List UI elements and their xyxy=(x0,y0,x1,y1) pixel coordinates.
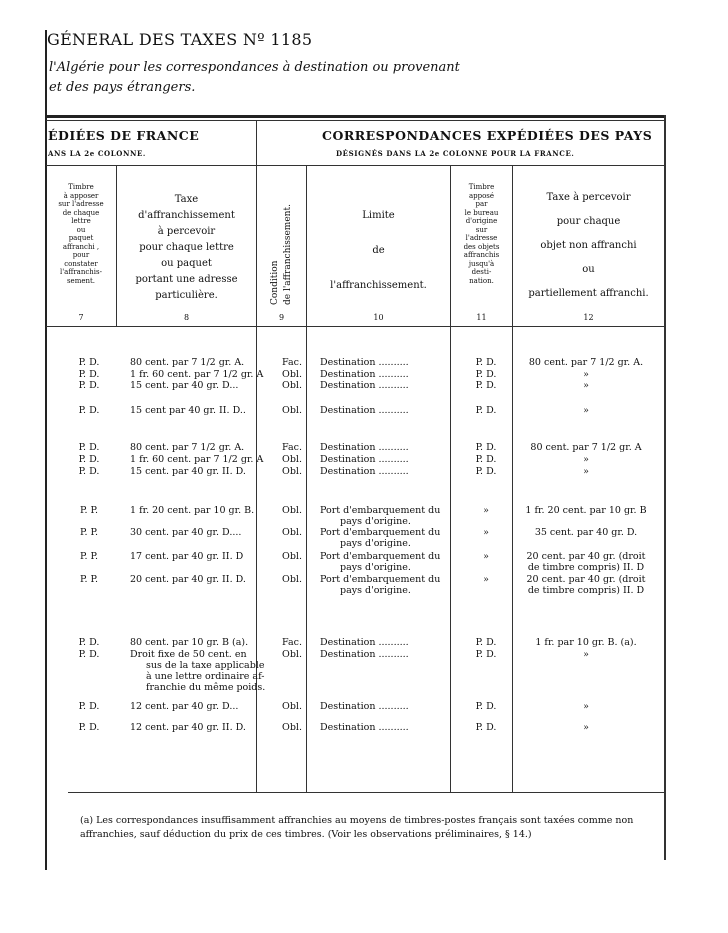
row-9-c9: Obl. xyxy=(282,527,302,538)
row-7-c11: P. D. xyxy=(475,466,497,477)
row-4-c10: Destination .......... xyxy=(320,405,409,416)
section-separator xyxy=(256,120,257,165)
section-right-subtitle: DÉSIGNÉS DANS LA 2e COLONNE POUR LA FRANCE. xyxy=(336,149,575,158)
row-6-c7: P. D. xyxy=(78,454,100,465)
col-8-9-divider xyxy=(256,165,257,792)
row-3-c8: 15 cent. par 40 gr. D... xyxy=(130,380,239,391)
row-12-c11: P. D. xyxy=(475,637,497,648)
row-11-c10: Port d'embarquement du xyxy=(320,574,441,585)
row-7-c8: 15 cent. par 40 gr. II. D. xyxy=(130,466,246,477)
column-9-header-line2: de l'affranchissement. xyxy=(283,204,293,305)
row-11-c12b: de timbre compris) II. D xyxy=(527,585,645,596)
column-number-10: 10 xyxy=(373,313,384,322)
row-3-c9: Obl. xyxy=(282,380,302,391)
row-11-c7: P. P. xyxy=(80,574,98,585)
row-13-c10: Destination .......... xyxy=(320,649,409,660)
row-14-c12: » xyxy=(583,701,589,712)
row-6-c11: P. D. xyxy=(475,454,497,465)
row-2-c12: » xyxy=(583,369,589,380)
row-6-c12: » xyxy=(583,454,589,465)
row-1-c12: 80 cent. par 7 1/2 gr. A. xyxy=(528,357,644,368)
column-8-header: Taxe d'affranchissement à percevoir pour chaque lettre ou paquet portant une adresse particulière. xyxy=(135,194,238,301)
row-4-c9: Obl. xyxy=(282,405,302,416)
row-14-c7: P. D. xyxy=(78,701,100,712)
row-13-c9: Obl. xyxy=(282,649,302,660)
column-number-11: 11 xyxy=(476,313,487,322)
row-15-c12: » xyxy=(583,722,589,733)
row-8-c12: 1 fr. 20 cent. par 10 gr. B xyxy=(525,505,647,516)
row-7-c12: » xyxy=(583,466,589,477)
page-title: GÉNERAL DES TAXES Nº 1185 xyxy=(47,30,313,49)
row-10-c9: Obl. xyxy=(282,551,302,562)
page-subtitle-line2: et des pays étrangers. xyxy=(49,80,196,95)
column-header-divider xyxy=(46,326,666,327)
row-4-c11: P. D. xyxy=(475,405,497,416)
section-header-divider xyxy=(46,165,666,166)
row-4-c7: P. D. xyxy=(78,405,100,416)
row-7-c10: Destination .......... xyxy=(320,466,409,477)
row-6-c8: 1 fr. 60 cent. par 7 1/2 gr. A xyxy=(130,454,264,465)
column-10-header: Limite de l'affranchissement. xyxy=(330,210,427,291)
row-8-c7: P. P. xyxy=(80,505,98,516)
row-4-c8: 15 cent par 40 gr. II. D.. xyxy=(130,405,246,416)
row-10-c10b: pays d'origine. xyxy=(340,562,411,573)
row-11-c11: » xyxy=(483,574,489,585)
row-10-c7: P. P. xyxy=(80,551,98,562)
row-6-c9: Obl. xyxy=(282,454,302,465)
row-10-c8: 17 cent. par 40 gr. II. D xyxy=(130,551,244,562)
row-12-c8: 80 cent. par 10 gr. B (a). xyxy=(130,637,249,648)
footnote-line2: affranchies, sauf déduction du prix de ces timbres. (Voir les observations préliminaires, § 14.) xyxy=(80,829,532,840)
row-7-c9: Obl. xyxy=(282,466,302,477)
row-8-c10b: pays d'origine. xyxy=(340,516,411,527)
row-10-c12: 20 cent. par 40 gr. (droit xyxy=(526,551,646,562)
row-8-c11: » xyxy=(483,505,489,516)
row-3-c7: P. D. xyxy=(78,380,100,391)
column-number-9: 9 xyxy=(278,313,285,322)
row-1-c9: Fac. xyxy=(282,357,302,368)
row-14-c10: Destination .......... xyxy=(320,701,409,712)
section-right-title: CORRESPONDANCES EXPÉDIÉES DES PAYS xyxy=(322,128,653,143)
row-13-c11: P. D. xyxy=(475,649,497,660)
row-12-c10: Destination .......... xyxy=(320,637,409,648)
row-4-c12: » xyxy=(583,405,589,416)
row-11-c8: 20 cent. par 40 gr. II. D. xyxy=(130,574,246,585)
row-13-c8: Droit fixe de 50 cent. en xyxy=(130,649,247,660)
row-9-c7: P. P. xyxy=(80,527,98,538)
row-12-c12: 1 fr. par 10 gr. B. (a). xyxy=(535,637,637,648)
row-5-c12: 80 cent. par 7 1/2 gr. A xyxy=(530,442,642,453)
row-15-c10: Destination .......... xyxy=(320,722,409,733)
row-3-c11: P. D. xyxy=(475,380,497,391)
row-13-c7: P. D. xyxy=(78,649,100,660)
row-8-c8: 1 fr. 20 cent. par 10 gr. B. xyxy=(130,505,255,516)
row-1-c11: P. D. xyxy=(475,357,497,368)
row-6-c10: Destination .......... xyxy=(320,454,409,465)
row-9-c12: 35 cent. par 40 gr. D. xyxy=(534,527,638,538)
section-left-title: ÉDIÉES DE FRANCE xyxy=(48,128,200,143)
column-number-7: 7 xyxy=(78,313,84,322)
left-margin-rule xyxy=(45,30,47,870)
row-2-c9: Obl. xyxy=(282,369,302,380)
row-2-c8: 1 fr. 60 cent. par 7 1/2 gr. A xyxy=(130,369,264,380)
row-1-c7: P. D. xyxy=(78,357,100,368)
row-14-c8: 12 cent. par 40 gr. D... xyxy=(130,701,239,712)
column-11-header: Timbre apposé par le bureau d'origine sur l'adresse des objets affranchis jusqu'à desti- nation. xyxy=(463,183,500,285)
row-5-c10: Destination .......... xyxy=(320,442,409,453)
row-5-c9: Fac. xyxy=(282,442,302,453)
row-14-c9: Obl. xyxy=(282,701,302,712)
row-9-c8: 30 cent. par 40 gr. D.... xyxy=(130,527,242,538)
row-10-c11: » xyxy=(483,551,489,562)
row-13-c12: » xyxy=(583,649,589,660)
column-number-8: 8 xyxy=(183,313,190,322)
row-13-c8b: sus de la taxe applicable xyxy=(146,660,265,671)
row-9-c10b: pays d'origine. xyxy=(340,538,411,549)
row-9-c11: » xyxy=(483,527,489,538)
row-13-c8c: à une lettre ordinaire af- xyxy=(146,671,265,682)
row-1-c8: 80 cent. par 7 1/2 gr. A. xyxy=(130,357,245,368)
row-10-c12b: de timbre compris) II. D xyxy=(527,562,645,573)
row-1-c10: Destination .......... xyxy=(320,357,409,368)
row-12-c7: P. D. xyxy=(78,637,100,648)
row-3-c10: Destination .......... xyxy=(320,380,409,391)
row-11-c9: Obl. xyxy=(282,574,302,585)
row-8-c10: Port d'embarquement du xyxy=(320,505,441,516)
row-15-c9: Obl. xyxy=(282,722,302,733)
row-3-c12: » xyxy=(583,380,589,391)
page-subtitle-line1: l'Algérie pour les correspondances à destination ou provenant xyxy=(49,60,460,75)
row-2-c10: Destination .......... xyxy=(320,369,409,380)
row-10-c10: Port d'embarquement du xyxy=(320,551,441,562)
row-5-c8: 80 cent. par 7 1/2 gr. A. xyxy=(130,442,245,453)
row-7-c7: P. D. xyxy=(78,466,100,477)
row-5-c11: P. D. xyxy=(475,442,497,453)
footnote-divider xyxy=(68,792,666,793)
table-top-rule xyxy=(46,115,666,118)
column-12-header: Taxe à percevoir pour chaque objet non affranchi ou partiellement affranchi. xyxy=(528,192,649,299)
row-11-c12: 20 cent. par 40 gr. (droit xyxy=(526,574,646,585)
row-15-c11: P. D. xyxy=(475,722,497,733)
footnote xyxy=(80,814,660,842)
row-5-c7: P. D. xyxy=(78,442,100,453)
row-15-c7: P. D. xyxy=(78,722,100,733)
table-right-border xyxy=(664,115,666,860)
row-12-c9: Fac. xyxy=(282,637,302,648)
footnote-line1: (a) Les correspondances insuffisamment affranchies au moyens de timbres-postes français sont taxées comme non xyxy=(80,815,634,826)
row-2-c7: P. D. xyxy=(78,369,100,380)
row-8-c9: Obl. xyxy=(282,505,302,516)
row-2-c11: P. D. xyxy=(475,369,497,380)
row-11-c10b: pays d'origine. xyxy=(340,585,411,596)
row-15-c8: 12 cent. par 40 gr. II. D. xyxy=(130,722,246,733)
row-14-c11: P. D. xyxy=(475,701,497,712)
table-top-rule-thin xyxy=(46,120,666,121)
section-left-subtitle: ANS LA 2e COLONNE. xyxy=(48,149,146,158)
column-number-12: 12 xyxy=(583,313,594,322)
row-13-c8d: franchie du même poids. xyxy=(146,682,266,693)
column-9-header-line1: Condition xyxy=(270,260,280,305)
row-9-c10: Port d'embarquement du xyxy=(320,527,441,538)
column-7-header: Timbre à apposer sur l'adresse de chaque lettre ou paquet affranchi , pour constater l'affranchis- sement. xyxy=(58,183,104,285)
